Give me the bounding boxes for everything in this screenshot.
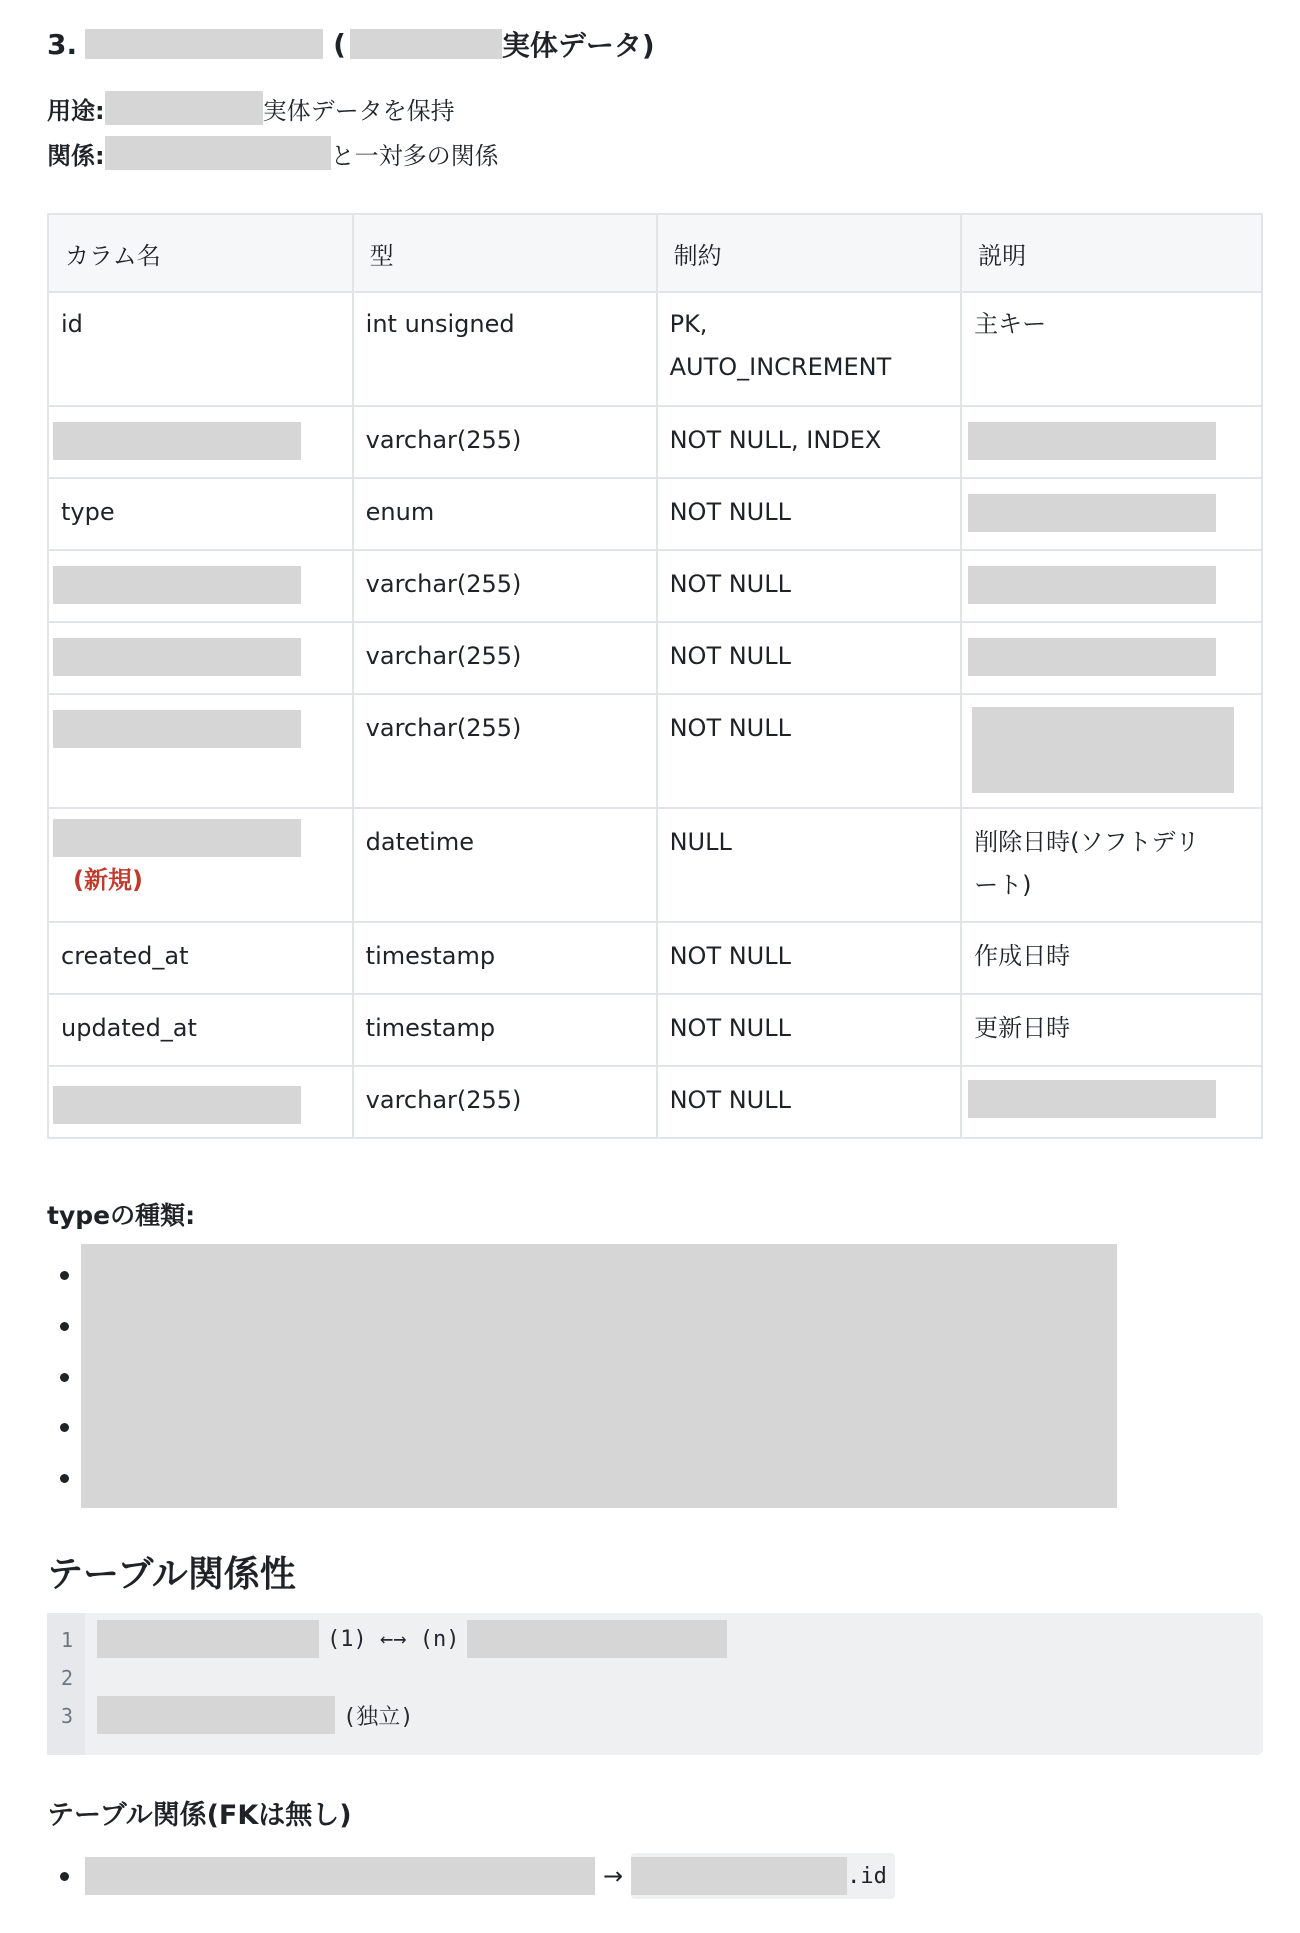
schema-table: [47, 213, 1263, 1139]
cell-desc: [961, 922, 1262, 994]
cell-constraint: [657, 622, 962, 694]
cell-name: [48, 478, 353, 550]
relation-text: と一対多の関係: [330, 141, 499, 170]
redacted-column-name: [53, 1086, 301, 1124]
cell-desc-line: ート): [974, 871, 1032, 899]
arrow-icon: →: [603, 1862, 624, 1890]
relation-label: 関係:: [47, 141, 105, 170]
cell-constraint: [657, 550, 962, 622]
section-title-suffix: 実体データ): [501, 29, 655, 62]
cell-constraint-line: NULL: [669, 828, 732, 856]
table-row: [48, 622, 1262, 694]
line-number: 3: [61, 1704, 74, 1728]
cell-desc-text: 作成日時: [974, 942, 1071, 970]
redacted-description: [968, 494, 1216, 532]
cell-desc: [961, 994, 1262, 1066]
redacted-fk-column: [85, 1857, 595, 1895]
cell-desc: [961, 1066, 1262, 1138]
cell-type: [353, 292, 657, 406]
redacted-column-name: [53, 710, 301, 748]
relations-code-block: [47, 1613, 1263, 1755]
redacted-description: [968, 638, 1216, 676]
cell-desc: [961, 406, 1262, 478]
cell-constraint: [657, 922, 962, 994]
paren-open: (: [333, 27, 346, 61]
purpose-label: 用途:: [47, 96, 105, 125]
cell-desc: [961, 694, 1262, 808]
col-header-description: 説明: [961, 214, 1262, 292]
code-line-3: [97, 1696, 414, 1734]
cell-type: [353, 808, 657, 922]
purpose-line: [47, 88, 455, 128]
cell-constraint: [657, 994, 962, 1066]
section-heading: [47, 22, 655, 66]
cell-constraint-line: NOT NULL: [669, 1014, 791, 1042]
cell-type-text: int unsigned: [365, 310, 515, 338]
cell-constraint: [657, 406, 962, 478]
bullet-dot: [60, 1271, 69, 1280]
col-header-constraint: 制約: [657, 214, 962, 292]
table-row: [48, 550, 1262, 622]
cell-constraint: [657, 478, 962, 550]
cell-name: [48, 406, 353, 478]
cell-constraint: [657, 694, 962, 808]
cell-type-text: datetime: [365, 828, 474, 856]
cell-name: [48, 1066, 353, 1138]
cell-desc: [961, 292, 1262, 406]
redacted-fk-target: [631, 1857, 847, 1895]
table-row: [48, 808, 1262, 922]
redacted-column-name: [53, 819, 301, 857]
table-row: [48, 1066, 1262, 1138]
cell-name: [48, 292, 353, 406]
redacted-column-name: [53, 422, 301, 460]
purpose-text: 実体データを保持: [262, 96, 455, 125]
cell-desc: [961, 478, 1262, 550]
cell-name: [48, 550, 353, 622]
cell-constraint-line: NOT NULL: [669, 942, 791, 970]
cell-constraint-line: NOT NULL, INDEX: [669, 426, 882, 454]
redacted-column-name: [53, 638, 301, 676]
cell-type-text: varchar(255): [365, 426, 522, 454]
col-header-type: 型: [353, 214, 657, 292]
table-row: [48, 292, 1262, 406]
fk-target-code: [631, 1853, 895, 1899]
cell-name-text: created_at: [61, 942, 189, 970]
cell-desc: [961, 550, 1262, 622]
cell-type-text: varchar(255): [365, 714, 522, 742]
relations-heading: テーブル関係性: [47, 1554, 296, 1595]
line-number: 2: [61, 1666, 74, 1690]
bullet-dot: [60, 1373, 69, 1382]
table-row: [48, 694, 1262, 808]
cell-desc-text: 更新日時: [974, 1014, 1071, 1042]
cell-type-text: enum: [365, 498, 435, 526]
code-relation-cardinality: (1) ←→ (n): [327, 1626, 460, 1652]
redacted-table-a: [97, 1620, 319, 1658]
bullet-dot: [60, 1872, 69, 1881]
cell-name-text: id: [61, 310, 83, 338]
fk-heading: テーブル関係(FKは無し): [47, 1800, 352, 1831]
cell-type: [353, 478, 657, 550]
cell-name: [48, 622, 353, 694]
code-line-1: [97, 1620, 727, 1658]
cell-desc-line: 削除日時(ソフトデリ: [974, 828, 1200, 856]
fk-target-suffix: .id: [847, 1863, 887, 1889]
redacted-description: [968, 1080, 1216, 1118]
cell-type: [353, 1066, 657, 1138]
redacted-table-b: [467, 1620, 727, 1658]
cell-constraint-line: NOT NULL: [669, 714, 791, 742]
cell-constraint-line: NOT NULL: [669, 642, 791, 670]
cell-constraint-line: NOT NULL: [669, 1086, 791, 1114]
cell-constraint: [657, 292, 962, 406]
bullet-dot: [60, 1322, 69, 1331]
redacted-type-list: [81, 1244, 1117, 1508]
redacted-table-c: [97, 1696, 335, 1734]
cell-name-text: type: [61, 498, 115, 526]
cell-constraint-line: NOT NULL: [669, 570, 791, 598]
cell-name-text: updated_at: [61, 1014, 197, 1042]
table-row: [48, 478, 1262, 550]
cell-type: [353, 406, 657, 478]
redacted-entity-name: [350, 29, 502, 59]
cell-constraint-line: PK,: [669, 310, 708, 338]
cell-type: [353, 694, 657, 808]
table-header-row: [48, 214, 1262, 292]
cell-constraint: [657, 1066, 962, 1138]
cell-type: [353, 622, 657, 694]
cell-constraint: [657, 808, 962, 922]
line-number: 1: [61, 1628, 74, 1652]
bullet-dot: [60, 1423, 69, 1432]
cell-name: [48, 694, 353, 808]
cell-constraint-line: NOT NULL: [669, 498, 791, 526]
cell-desc-text: 主キー: [974, 310, 1047, 338]
cell-type-text: varchar(255): [365, 1086, 522, 1114]
col-header-name: カラム名: [48, 214, 353, 292]
cell-name: [48, 808, 353, 922]
redacted-table-name: [85, 29, 323, 59]
cell-constraint-line: AUTO_INCREMENT: [669, 353, 892, 381]
fk-list-item: [60, 1856, 895, 1896]
section-number: 3.: [47, 27, 78, 61]
bullet-dot: [60, 1474, 69, 1483]
code-independent-label: (独立): [343, 1704, 414, 1730]
table-row: [48, 406, 1262, 478]
cell-type-text: timestamp: [365, 1014, 496, 1042]
cell-type-text: varchar(255): [365, 642, 522, 670]
cell-type: [353, 994, 657, 1066]
redacted-description: [972, 707, 1234, 793]
cell-desc: [961, 808, 1262, 922]
table-row: [48, 994, 1262, 1066]
redacted-relation-target: [105, 136, 331, 170]
cell-name: [48, 922, 353, 994]
type-kinds-heading: typeの種類:: [47, 1201, 196, 1230]
cell-type-text: varchar(255): [365, 570, 522, 598]
cell-name: [48, 994, 353, 1066]
table-row: [48, 922, 1262, 994]
relation-line: [47, 133, 499, 173]
new-column-tag: (新規): [73, 866, 143, 894]
cell-type: [353, 550, 657, 622]
redacted-description: [968, 566, 1216, 604]
redacted-column-name: [53, 566, 301, 604]
cell-type-text: timestamp: [365, 942, 496, 970]
cell-desc: [961, 622, 1262, 694]
cell-type: [353, 922, 657, 994]
redacted-description: [968, 422, 1216, 460]
redacted-purpose-subject: [105, 91, 263, 125]
